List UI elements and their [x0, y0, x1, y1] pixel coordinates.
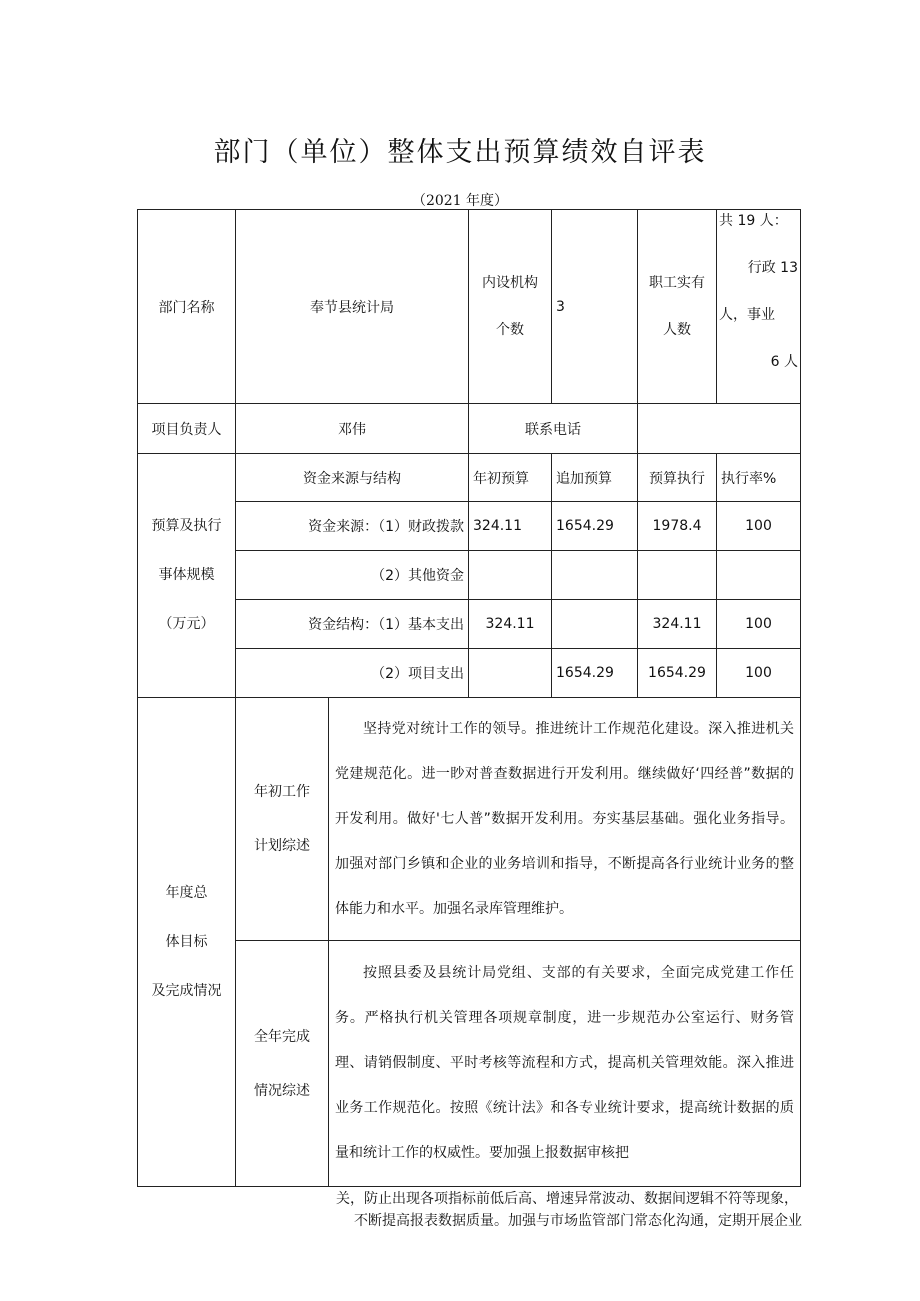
row-executed: 324.11 [638, 600, 717, 649]
leader-value: 邓伟 [236, 404, 469, 454]
done-text: 按照县委及县统计局党组、支部的有关要求，全面完成党建工作任务。严格执行机关管理各项规章制度，进一步规范办公室运行、财务管理、请销假制度、平时考核等流程和方式，提高机关管理效能。深入推进业务工作规范化。按照《统计法》和各专业统计要求，提高统计数据的质量和统计工作的权威性。要加强上报数据审核把 [329, 941, 801, 1187]
inner-count-label-line2: 个数 [496, 321, 524, 338]
row-label: 资金来源：（1）财政拨款 [236, 502, 469, 551]
staff-count-label-line1: 职工实有 [649, 274, 705, 291]
continuation-line2: 不断提高报表数据质量。加强与市场监管部门常态化沟通，定期开展企业 [354, 1213, 802, 1229]
row-initial [469, 649, 552, 698]
row-additional: 1654.29 [552, 649, 638, 698]
row-executed: 1654.29 [638, 649, 717, 698]
budget-row [138, 600, 801, 649]
row-rate: 100 [717, 600, 801, 649]
budget-section-label [138, 454, 236, 698]
phone-value [638, 404, 801, 454]
row-executed [638, 551, 717, 600]
staff-count-line1: 共 19 人： [719, 213, 788, 229]
goals-section-label-line3: 及完成情况 [151, 982, 222, 999]
page-title: 部门（单位）整体支出预算绩效自评表 [213, 137, 707, 168]
row-initial: 324.11 [469, 502, 552, 551]
done-label-line1: 全年完成 [254, 1028, 310, 1045]
header-rate: 执行率% [717, 454, 801, 502]
staff-count-value [717, 210, 801, 404]
done-row [138, 941, 801, 1187]
row-additional [552, 600, 638, 649]
row-executed: 1978.4 [638, 502, 717, 551]
row-label: 资金结构：（1）基本支出 [236, 600, 469, 649]
budget-header-row [138, 454, 801, 502]
budget-row [138, 649, 801, 698]
header-executed: 预算执行 [638, 454, 717, 502]
plan-label-line2: 计划综述 [254, 838, 310, 854]
row-rate [717, 551, 801, 600]
inner-count-value: 3 [552, 210, 638, 404]
inner-count-label [469, 210, 552, 404]
row-additional: 1654.29 [552, 502, 638, 551]
staff-count-label [638, 210, 717, 404]
header-additional: 追加预算 [552, 454, 638, 502]
done-label [236, 941, 329, 1187]
year-label: （2021 年度） [411, 193, 509, 209]
leader-label: 项目负责人 [138, 404, 236, 454]
budget-row [138, 502, 801, 551]
row-label: （2）项目支出 [236, 649, 469, 698]
continuation-text [336, 1188, 802, 1232]
plan-label [236, 698, 329, 941]
row-rate: 100 [717, 502, 801, 551]
inner-count-label-line1: 内设机构 [482, 274, 538, 291]
row-label: （2）其他资金 [236, 551, 469, 600]
staff-count-line3: 人，事业 [719, 307, 775, 323]
header-source: 资金来源与结构 [236, 454, 469, 502]
budget-section-label-line2: 事体规模 [158, 567, 215, 583]
dept-name-value: 奉节县统计局 [236, 210, 469, 404]
plan-text: 坚持党对统计工作的领导。推进统计工作规范化建设。深入推进机关党建规范化。进一眇对普查数据进行开发利用。继续做好‘四经普”数据的开发利用。做好'七人普”数据开发利用。夯实基层基础。强化业务指导。加强对部门乡镇和企业的业务培训和指导，不断提高各行业统计业务的整体能力和水平。加强名录库管理维护。 [329, 698, 801, 941]
budget-section-label-line3: （万元） [158, 616, 215, 632]
plan-row [138, 698, 801, 941]
row-initial: 324.11 [469, 600, 552, 649]
done-label-line2: 情况综述 [254, 1082, 310, 1099]
budget-section-label-line1: 预算及执行 [151, 518, 222, 534]
continuation-line1: 关，防止出现各项指标前低后高、增速异常波动、数据间逻辑不符等现象， [336, 1191, 798, 1207]
leader-row [138, 404, 801, 454]
staff-count-line2: 行政 13 [747, 260, 798, 276]
row-additional [552, 551, 638, 600]
phone-label: 联系电话 [469, 404, 638, 454]
dept-row [138, 210, 801, 404]
header-initial: 年初预算 [469, 454, 552, 502]
row-rate: 100 [717, 649, 801, 698]
staff-count-label-line2: 人数 [663, 321, 691, 338]
goals-section-label [138, 698, 236, 1187]
goals-section-label-line1: 年度总 [165, 884, 208, 901]
plan-label-line1: 年初工作 [254, 784, 310, 800]
evaluation-table [137, 209, 801, 1187]
row-initial [469, 551, 552, 600]
staff-count-line4: 6 人 [770, 354, 798, 370]
dept-name-label: 部门名称 [138, 210, 236, 404]
budget-row [138, 551, 801, 600]
goals-section-label-line2: 体目标 [165, 933, 208, 950]
